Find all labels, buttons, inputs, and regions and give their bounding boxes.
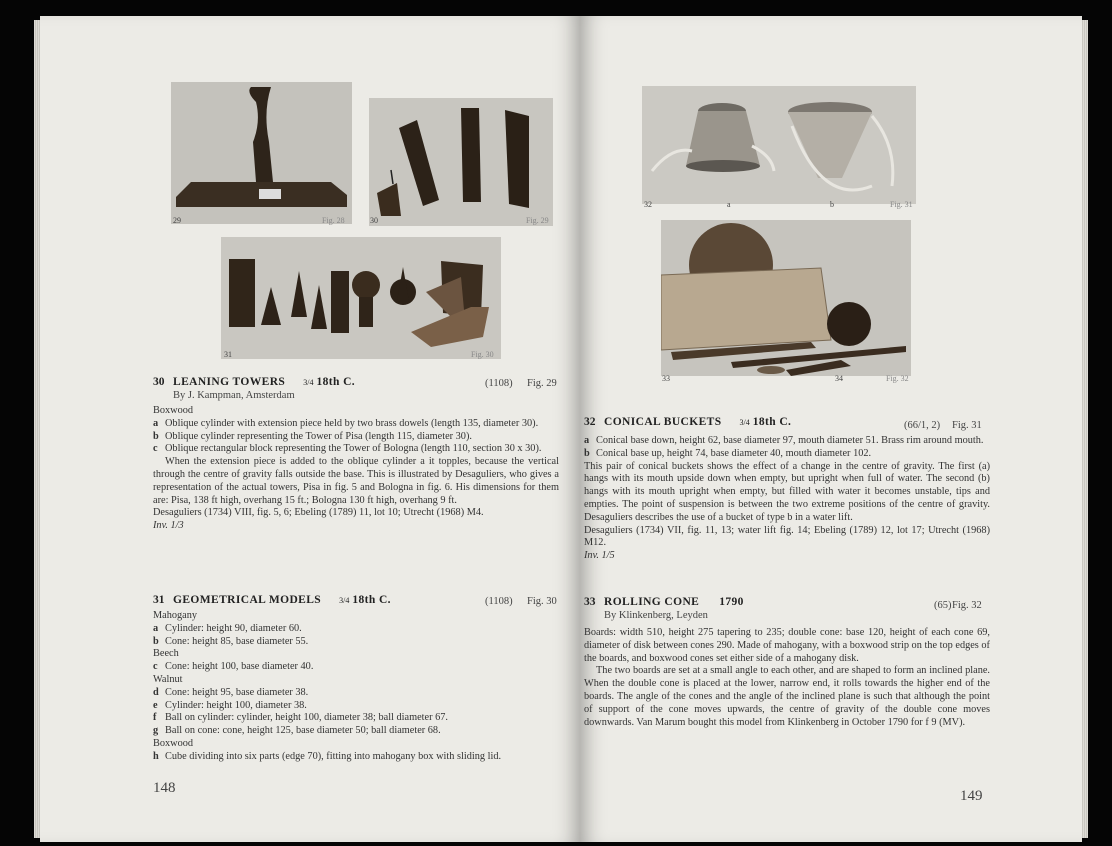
entry-31-number: 31 (153, 594, 165, 606)
entry-31-material: Walnut (153, 673, 183, 685)
entry-31-material: Mahogany (153, 610, 198, 621)
entry-33-title: ROLLING CONE (604, 596, 700, 608)
entry-33-body (584, 627, 990, 729)
entry-31-item-text: Cube dividing into six parts (edge 70), fitting into mahogany box with sliding lid. (165, 750, 502, 762)
photo-30-fig: Fig. 29 (526, 216, 549, 225)
photo-32-label-b: b (830, 200, 834, 209)
photo-32-fig: Fig. 31 (890, 200, 913, 209)
entry-31-item-h (153, 751, 559, 764)
photo-29-fig: Fig. 28 (322, 216, 345, 225)
entry-30-material: Boxwood (153, 405, 194, 416)
entry-30-inventory: (1108) (485, 378, 513, 389)
entry-30-paragraph: When the extension piece is added to the oblique cylinder a it topples, because the vertical through the centre of gravity falls outside the base. This is illustrated by Desaguliers, who gives a representation of the actual towers, Pisa in fig. 5 and Bologna in fig. 6. His dimensions for them are: Pisa, 138 ft high, overhang 15 ft.; Bologna 130 ft high, overhang 9 ft. (153, 456, 559, 506)
entry-30-item-a: a Oblique cylinder with extension piece held by two brass dowels (length 135, diameter 30). (153, 417, 539, 429)
entry-33-fig: Fig. 32 (952, 600, 982, 611)
photo-29-number: 29 (173, 216, 181, 225)
entry-31-item-text: Cone: height 95, base diameter 38. (165, 686, 309, 698)
entry-33-maker: By Klinkenberg, Leyden (604, 610, 708, 621)
photo-32-number: 32 (644, 200, 652, 209)
entry-32-references: Desaguliers (1734) VII, fig. 11, 13; water lift fig. 14; Ebeling (1789) 12, lot 17; Utrecht (1968) M12. (584, 524, 990, 549)
conical-buckets-image (642, 86, 916, 204)
entry-30-number: 30 (153, 376, 165, 388)
entry-30-item-c: c Oblique rectangular block representing the Tower of Bologna (length 110, section 30 x 30). (153, 443, 542, 455)
entry-33-paragraph-1: Boards: width 510, height 275 tapering to 235; double cone: base 120, height of each cone 69, diameter of disk between cones 290. Made of mahogany, with a boxwood strip on the top edges of the boards, and boxwood cones set either side of a mahogany disk. (584, 627, 990, 664)
entry-30-inv: Inv. 1/3 (153, 520, 184, 532)
entry-31-item-label: h (153, 750, 159, 762)
entry-33-number: 33 (584, 596, 596, 608)
photo-32-label-a: a (727, 200, 731, 209)
entry-32-paragraph: This pair of conical buckets shows the effect of a change in the centre of gravity. The first (a) hangs with its mouth upside down when empty, but upright when full of water. The second (b) hangs with its mouth upright when empty, but filled with water it becomes unstable, tips and empties. The point of suspension is between the two extreme positions of the centre of gravity. Desaguliers describes the use of a bucket of type b in a water lift. (584, 460, 990, 523)
entry-31-item-label: g (153, 725, 159, 737)
rolling-cone-image (661, 220, 911, 376)
entry-31-item-label: f (153, 712, 157, 724)
entry-31-material: Boxwood (153, 737, 194, 749)
entry-30-item-b: b Oblique cylinder representing the Tower of Pisa (length 115, diameter 30). (153, 430, 472, 442)
entry-31-material: Beech (153, 648, 179, 660)
entry-31-item-text: Cone: height 85, base diameter 55. (165, 635, 309, 647)
entry-31-item-g (153, 725, 559, 738)
geometrical-models-image (221, 237, 501, 359)
entry-31-item-a (153, 623, 559, 636)
entry-32-number: 32 (584, 416, 596, 428)
entry-30-fig: Fig. 29 (527, 378, 557, 389)
right-page (580, 16, 1082, 842)
photo-30-number: 30 (370, 216, 378, 225)
entry-31-title: GEOMETRICAL MODELS (173, 594, 322, 606)
photo-rolling-cone (661, 220, 911, 376)
entry-31-fraction: 3/4 (339, 596, 350, 605)
photo-geometrical-models (221, 237, 501, 359)
entry-31-item-f (153, 712, 559, 725)
entry-31-item-label: e (153, 699, 158, 711)
entry-31-item-label: a (153, 622, 159, 634)
photo-31-number: 31 (224, 350, 232, 359)
entry-32-inventory: (66/1, 2) (904, 420, 941, 431)
entry-30-body (153, 405, 559, 533)
entry-31-item-text: Cylinder: height 90, diameter 60. (165, 622, 302, 634)
photo-leaning-towers (369, 98, 553, 226)
entry-30-fraction: 3/4 (303, 378, 314, 387)
entry-31-body (153, 610, 559, 764)
entry-30-heading (153, 376, 355, 388)
page-number-left: 148 (153, 780, 176, 796)
entry-31-heading (153, 594, 391, 606)
entry-31-date: 18th C. (352, 594, 391, 606)
entry-31-item-text: Ball on cylinder: cylinder, height 100, diameter 38; ball diameter 67. (165, 712, 448, 724)
entry-32-item-b: b Conical base up, height 74, base diameter 40, mouth diameter 102. (584, 447, 872, 459)
entry-31-inventory: (1108) (485, 596, 513, 607)
photo-conical-buckets (642, 86, 916, 204)
leaning-towers-image (369, 98, 553, 226)
entry-30-date: 18th C. (316, 376, 356, 388)
entry-32-date: 18th C. (752, 416, 792, 428)
entry-31-item-label: b (153, 635, 159, 647)
entry-32-heading (584, 416, 791, 428)
entry-32-body (584, 435, 990, 563)
entry-32-inv: Inv. 1/5 (584, 550, 615, 562)
photo-leaning-tower-base (171, 82, 352, 224)
entry-31-item-e (153, 700, 559, 713)
entry-31-fig: Fig. 30 (527, 596, 557, 607)
page-edges-right (1082, 20, 1088, 838)
left-page (40, 16, 581, 842)
entry-30-maker: By J. Kampman, Amsterdam (173, 390, 295, 401)
photo-34-number: 34 (835, 374, 843, 383)
entry-33-paragraph-2: The two boards are set at a small angle to each other, and are shaped to form an inclined plane. When the double cone is placed at the lower, narrow end, it rolls towards the higher end of the boards. The angle of the cones and the angle of the inclined plane is such that although the point of support of the cone moves upwards, the centre of gravity of the double cone moves downwards. Van Marum bought this model from Klinkenberg in October 1790 for f 9 (MV). (584, 665, 990, 728)
entry-31-item-c (153, 661, 559, 674)
entry-31-item-text: Cone: height 100, base diameter 40. (165, 661, 314, 673)
entry-31-item-d (153, 687, 559, 700)
entry-30-title: LEANING TOWERS (173, 376, 286, 388)
photo-33-number: 33 (662, 374, 670, 383)
entry-31-item-label: c (153, 661, 158, 673)
entry-33-heading (584, 596, 744, 608)
entry-33-date: 1790 (719, 596, 744, 608)
photo-31-fig: Fig. 30 (471, 350, 494, 359)
page-number-right: 149 (960, 788, 983, 804)
entry-31-item-label: d (153, 686, 159, 698)
entry-32-title: CONICAL BUCKETS (604, 416, 722, 428)
entry-31-item-text: Cylinder: height 100, diameter 38. (165, 699, 307, 711)
entry-30-references: Desaguliers (1734) VIII, fig. 5, 6; Ebeling (1789) 11, lot 10; Utrecht (1968) M4. (153, 507, 484, 519)
entry-32-fig: Fig. 31 (952, 420, 982, 431)
entry-33-inventory: (65) (934, 600, 952, 611)
entry-31-item-text: Ball on cone: cone, height 125, base diameter 50; ball diameter 68. (165, 725, 441, 737)
entry-31-item-b (153, 636, 559, 649)
leaning-tower-base-image (171, 82, 352, 224)
entry-32-fraction: 3/4 (739, 418, 750, 427)
photo-33-fig: Fig. 32 (886, 374, 909, 383)
entry-32-item-a: a Conical base down, height 62, base diameter 97, mouth diameter 51. Brass rim around mouth. (584, 435, 984, 446)
